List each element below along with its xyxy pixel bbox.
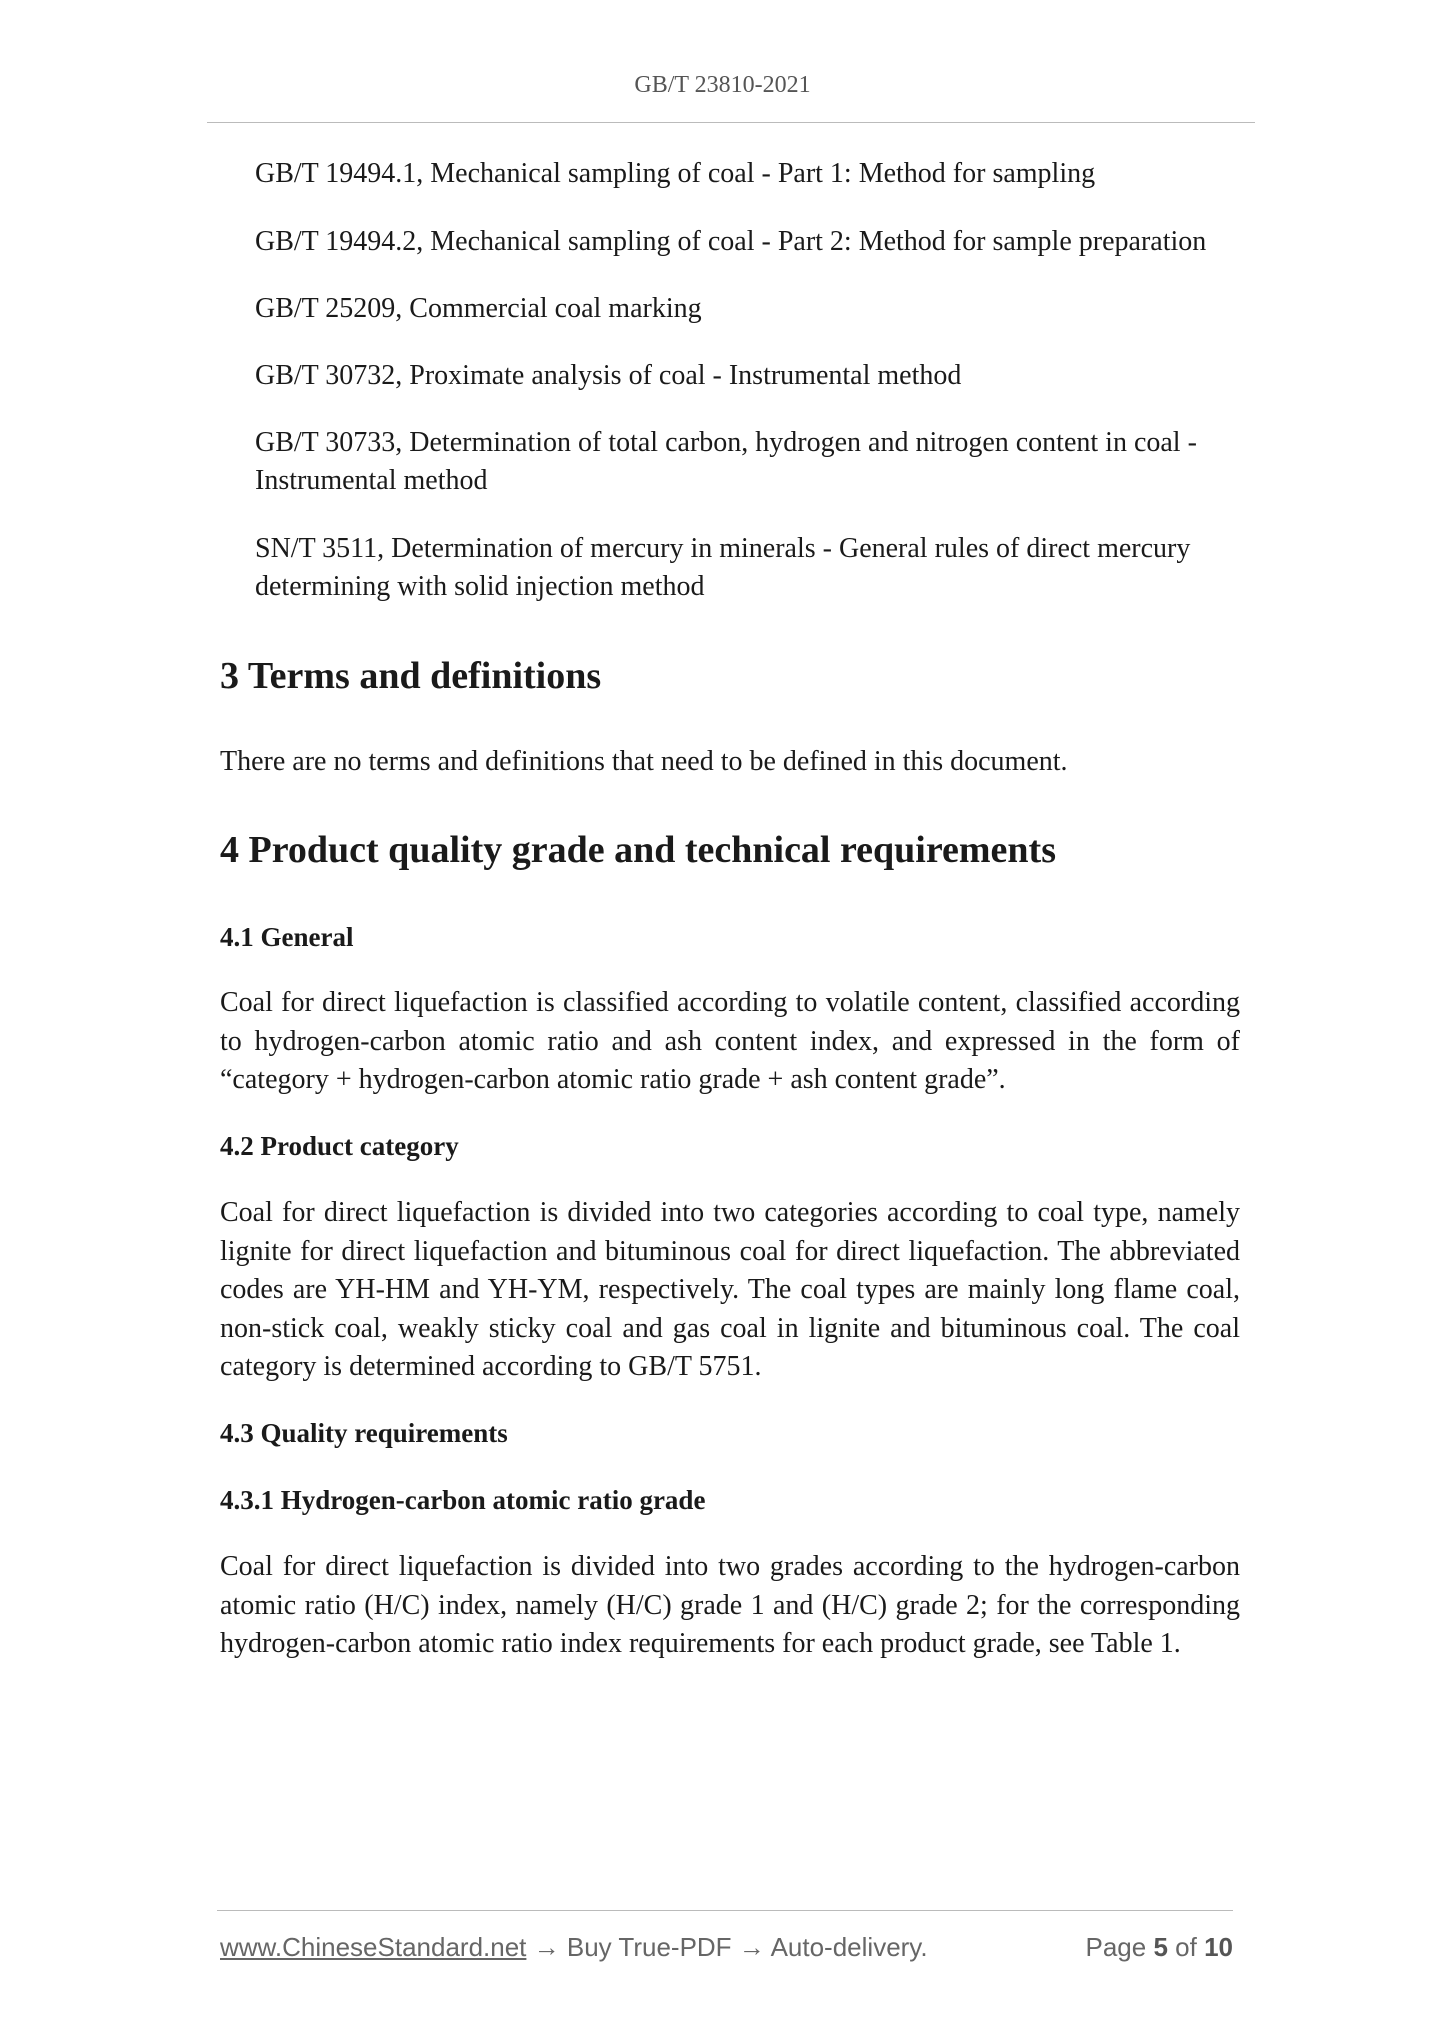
reference-item: SN/T 3511, Determination of mercury in minerals - General rules of direct mercury determining with solid injection method [255, 533, 1191, 602]
section-3-text: There are no terms and definitions that need to be defined in this document. [220, 746, 1068, 777]
reference-item: GB/T 30732, Proximate analysis of coal - Instrumental method [255, 360, 962, 391]
section-4-1-heading: 4.1 General [220, 922, 354, 952]
footer-divider [217, 1910, 1233, 1911]
section-4-2-text: Coal for direct liquefaction is divided into two categories according to coal type, namely lignite for direct liquefaction and bituminous coal for direct liquefaction. The abbreviated codes are YH-HM and YH-YM, respectively. The coal types are mainly long flame coal, non-stick coal, weakly sticky coal and gas coal in lignite and bituminous coal. The coal category is determined according to GB/T 5751. [220, 1197, 1240, 1382]
page-total: 10 [1204, 1932, 1233, 1962]
of-label: of [1175, 1932, 1197, 1962]
document-code-header: GB/T 23810-2021 [634, 72, 811, 98]
footer-tagline: → Buy True-PDF → Auto-delivery. [526, 1932, 928, 1962]
header-divider [207, 122, 1255, 123]
section-4-3-1-text: Coal for direct liquefaction is divided into two grades according to the hydrogen-carbon atomic ratio (H/C) index, namely (H/C) grade 1 and (H/C) grade 2; for the corresponding hydrogen-carbon atomic ratio index requirements for each product grade, see Table 1. [220, 1551, 1240, 1659]
page-footer [220, 1929, 1233, 1965]
page-label: Page [1085, 1932, 1147, 1962]
reference-item: GB/T 19494.1, Mechanical sampling of coal - Part 1: Method for sampling [255, 158, 1096, 189]
section-4-2-heading: 4.2 Product category [220, 1131, 459, 1161]
reference-item: GB/T 19494.2, Mechanical sampling of coal - Part 2: Method for sample preparation [255, 226, 1207, 257]
section-4-3-1-heading: 4.3.1 Hydrogen-carbon atomic ratio grade [220, 1485, 706, 1515]
section-4-3-heading: 4.3 Quality requirements [220, 1418, 508, 1448]
section-4-1-text: Coal for direct liquefaction is classified according to volatile content, classified according to hydrogen-carbon atomic ratio and ash content index, and expressed in the form of “category + hydrogen-carbon atomic ratio grade + ash content grade”. [220, 987, 1240, 1095]
page-indicator [1085, 1929, 1233, 1965]
page-current: 5 [1153, 1932, 1168, 1962]
section-3-heading: 3 Terms and definitions [220, 655, 602, 697]
section-4-heading: 4 Product quality grade and technical requirements [220, 829, 1056, 871]
reference-item: GB/T 25209, Commercial coal marking [255, 293, 702, 324]
reference-item: GB/T 30733, Determination of total carbon, hydrogen and nitrogen content in coal - Instrumental method [255, 427, 1197, 496]
site-link[interactable]: www.ChineseStandard.net [220, 1932, 527, 1962]
